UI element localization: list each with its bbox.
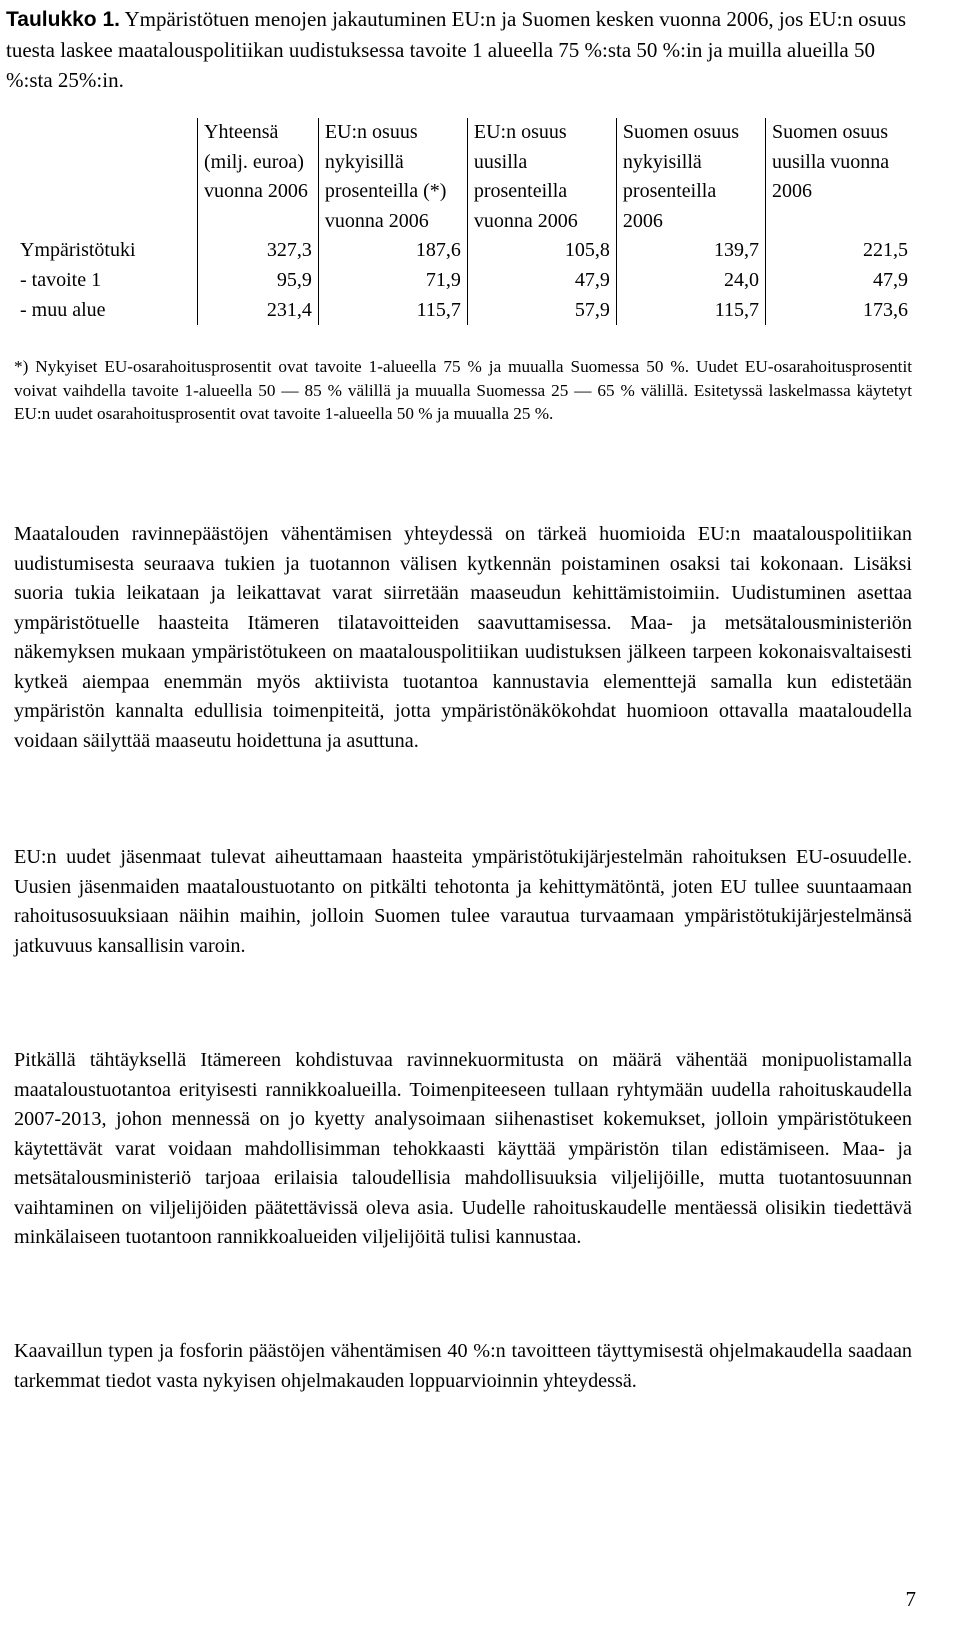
table-cell: 24,0	[616, 266, 765, 296]
table-caption	[6, 4, 926, 95]
row-label: - tavoite 1	[20, 268, 102, 291]
paragraph: EU:n uudet jäsenmaat tulevat aiheuttamaan haasteita ympäristötukijärjestelmän rahoituksen EU-osuudelle. Uusien jäsenmaiden maataloustuotanto on pitkälti tehotonta ja kehittymätöntä, joten EU tullee suuntaamaan rahoitusosuuksiaan näihin maihin, jolloin Suomen tulee varautua turvaamaan ympäristötukijärjestelmänsä jatkuvuus kansallisin varoin.	[14, 846, 912, 957]
table-cell: 47,9	[765, 266, 914, 296]
row-label: - muu alue	[20, 298, 106, 321]
table-cell: 231,4	[198, 296, 319, 326]
table-cell: 327,3	[198, 236, 319, 266]
table-cell: 71,9	[318, 266, 467, 296]
table-header-cell: EU:n osuus uusilla prosenteilla vuonna 2006	[467, 118, 616, 236]
table-cell: 115,7	[318, 296, 467, 326]
table-cell: 187,6	[318, 236, 467, 266]
caption-text: Ympäristötuen menojen jakautuminen EU:n ja Suomen kesken vuonna 2006, jos EU:n osuus tuesta laskee maatalouspolitiikan uudistuksessa tavoite 1 alueella 75 %:sta 50 %:in ja muilla alueilla 50 %:sta 25%:in.	[6, 7, 907, 92]
table-cell: 221,5	[765, 236, 914, 266]
table-cell: 105,8	[467, 236, 616, 266]
data-table	[14, 118, 914, 325]
paragraph: Maatalouden ravinnepäästöjen vähentämisen yhteydessä on tärkeä huomioida EU:n maatalouspolitiikan uudistumisesta seuraava tukien ja tuotannon välisen kytkennän poistaminen osaksi tai kokonaan. Lisäksi suoria tukia leikataan ja leikattavat varat siirretään maaseudun kehittämistoimiin. Uudistuminen asettaa ympäristötuelle haasteita Itämeren tilatavoitteiden saavuttamisessa. Maa- ja metsätalousministeriön näkemyksen mukaan ympäristötukeen on maatalouspolitiikan uudistuksen jälkeen tarpeen kokonaisvaltaisesti kytkeä aiempaa enemmän myös aktiivista tuotantoa kannustavia elementtejä samalla kun edistetään ympäristön kannalta edullisia toimenpiteitä, jotta ympäristönäkökohdat huomioon ottavalla maataloudella voidaan säilyttää maaseutu hoidettuna ja asuttuna.	[14, 523, 912, 752]
caption-label: Taulukko 1.	[6, 8, 120, 31]
table-header-cell	[14, 118, 198, 236]
table-header-cell: Yhteensä (milj. euroa) vuonna 2006	[198, 118, 319, 236]
table-cell: 57,9	[467, 296, 616, 326]
paragraph: Pitkällä tähtäyksellä Itämereen kohdistuvaa ravinnekuormitusta on määrä vähentää monipuolistamalla maataloustuotantoa erityisesti rannikkoalueilla. Toimenpiteeseen tullaan ryhtymään uudella rahoituskaudella 2007-2013, johon mennessä on jo kyetty analysoimaan siihenastiset kokemukset, jolloin ympäristötukeen käytettävät varat voidaan mahdollisimman tehokkaasti käyttää ympäristön tilan edistämiseen. Maa- ja metsätalousministeriö tarjoaa erilaisia taloudellisia mahdollisuuksia viljelijöille, mutta tuotantosuunnan vaihtaminen on viljelijöiden päätettävissä oleva asia. Uudelle rahoituskaudelle mentäessä olisikin tiedettävä minkälaiseen tuotantoon rannikkoalueiden viljelijöitä tulisi kannustaa.	[14, 1049, 912, 1249]
table-cell: 173,6	[765, 296, 914, 326]
table-row	[14, 266, 914, 296]
table-row	[14, 296, 914, 326]
table-cell: 47,9	[467, 266, 616, 296]
table-cell: 139,7	[616, 236, 765, 266]
table-row	[14, 236, 914, 266]
page-number: 7	[905, 1587, 916, 1611]
table-footnote: *) Nykyiset EU-osarahoitusprosentit ovat tavoite 1-alueella 75 % ja muualla Suomessa 50 %. Uudet EU-osarahoitusprosentit voivat vaihdella tavoite 1-alueella 50 — 85 % välillä ja muualla Suomessa 25 — 65 % välillä. Esitetyssä laskelmassa käytetyt EU:n uudet osarahoitusprosentit ovat tavoite 1-alueella 50 % ja muualla 25 %.	[14, 357, 912, 423]
table-header-cell: Suomen osuus nykyisillä prosenteilla 2006	[616, 118, 765, 236]
table-cell: 95,9	[198, 266, 319, 296]
table-header-cell: EU:n osuus nykyisillä prosenteilla (*) vuonna 2006	[318, 118, 467, 236]
table-header-cell: Suomen osuus uusilla vuonna 2006	[765, 118, 914, 236]
table-cell: 115,7	[616, 296, 765, 326]
table-header-row	[14, 118, 914, 236]
row-label: Ympäristötuki	[20, 239, 136, 262]
paragraph: Kaavaillun typen ja fosforin päästöjen vähentämisen 40 %:n tavoitteen täyttymisestä ohjelmakaudella saadaan tarkemmat tiedot vasta nykyisen ohjelmakauden loppuarvioinnin yhteydessä.	[14, 1340, 912, 1392]
